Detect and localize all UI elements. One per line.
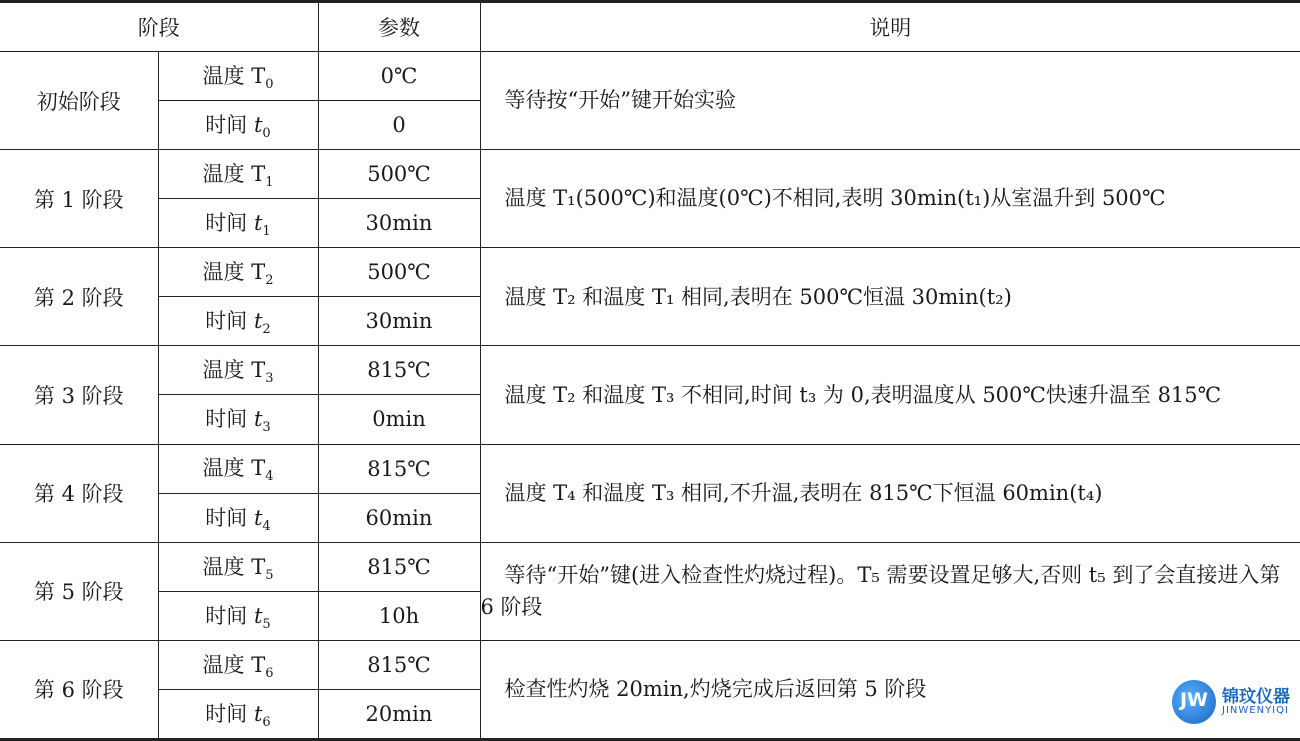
temp-value: 500℃ — [318, 150, 480, 199]
stage-description: 温度 T₂ 和温度 T₁ 相同,表明在 500℃恒温 30min(t₂) — [480, 248, 1300, 346]
time-label: 时间 $t_1$ — [158, 199, 318, 248]
stage-row-temp — [0, 444, 1300, 493]
temp-label: 温度 $T_1$ — [158, 150, 318, 199]
temp-value: 0℃ — [318, 52, 480, 101]
time-value: 20min — [318, 689, 480, 739]
time-label: 时间 $t_3$ — [158, 395, 318, 444]
time-value: 0min — [318, 395, 480, 444]
temp-label: 温度 $T_5$ — [158, 542, 318, 591]
time-label: 时间 $t_6$ — [158, 689, 318, 739]
time-value: 30min — [318, 199, 480, 248]
header-stage: 阶段 — [0, 2, 318, 52]
stage-description: 检查性灼烧 20min,灼烧完成后返回第 5 阶段 — [480, 640, 1300, 739]
temp-label: 温度 $T_6$ — [158, 640, 318, 689]
stage-row-temp — [0, 52, 1300, 101]
stage-name: 第 2 阶段 — [0, 248, 158, 346]
temp-label: 温度 $T_4$ — [158, 444, 318, 493]
temp-label: 温度 $T_3$ — [158, 346, 318, 395]
time-value: 10h — [318, 591, 480, 640]
temp-label: 温度 $T_0$ — [158, 52, 318, 101]
header-desc: 说明 — [480, 2, 1300, 52]
stage-row-temp — [0, 150, 1300, 199]
logo-badge-icon: JW — [1172, 680, 1216, 724]
time-label: 时间 $t_4$ — [158, 493, 318, 542]
temp-value: 500℃ — [318, 248, 480, 297]
stage-row-temp — [0, 640, 1300, 689]
stage-name: 初始阶段 — [0, 52, 158, 150]
stage-name: 第 5 阶段 — [0, 542, 158, 640]
stage-description: 温度 T₁(500℃)和温度(0℃)不相同,表明 30min(t₁)从室温升到 500℃ — [480, 150, 1300, 248]
stage-name: 第 4 阶段 — [0, 444, 158, 542]
temp-value: 815℃ — [318, 346, 480, 395]
time-label: 时间 $t_5$ — [158, 591, 318, 640]
time-value: 30min — [318, 297, 480, 346]
header-params: 参数 — [318, 2, 480, 52]
temp-value: 815℃ — [318, 640, 480, 689]
time-value: 60min — [318, 493, 480, 542]
stage-row-temp — [0, 346, 1300, 395]
time-label: 时间 $t_0$ — [158, 101, 318, 150]
stage-description: 等待按“开始”键开始实验 — [480, 52, 1300, 150]
stage-description: 温度 T₄ 和温度 T₃ 相同,不升温,表明在 815℃下恒温 60min(t₄) — [480, 444, 1300, 542]
stage-name: 第 3 阶段 — [0, 346, 158, 444]
stage-description: 等待“开始”键(进入检查性灼烧过程)。T₅ 需要设置足够大,否则 t₅ 到了会直接进入第 6 阶段 — [480, 542, 1300, 640]
temp-value: 815℃ — [318, 444, 480, 493]
stage-name: 第 6 阶段 — [0, 640, 158, 739]
stage-description: 温度 T₂ 和温度 T₃ 不相同,时间 t₃ 为 0,表明温度从 500℃快速升温至 815℃ — [480, 346, 1300, 444]
temp-value: 815℃ — [318, 542, 480, 591]
time-value: 0 — [318, 101, 480, 150]
header-row — [0, 2, 1300, 52]
stage-row-temp — [0, 248, 1300, 297]
time-label: 时间 $t_2$ — [158, 297, 318, 346]
logo-name: 锦玟仪器 — [1222, 687, 1290, 707]
logo-name-en: JINWENYIQI — [1222, 705, 1289, 716]
stage-name: 第 1 阶段 — [0, 150, 158, 248]
stage-row-temp — [0, 542, 1300, 591]
temp-label: 温度 $T_2$ — [158, 248, 318, 297]
jinwenyiqi-logo — [1172, 680, 1290, 724]
